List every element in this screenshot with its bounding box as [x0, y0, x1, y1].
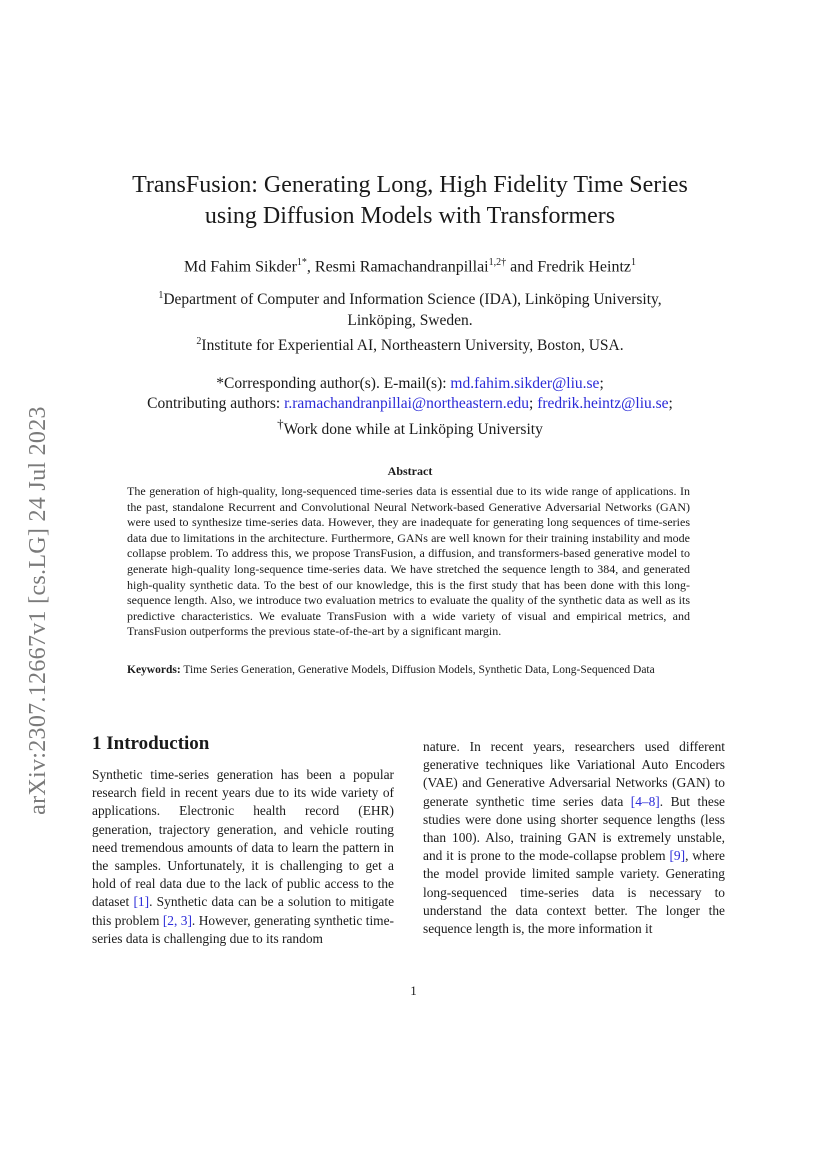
citation-link[interactable]: [4–8]: [630, 793, 660, 809]
citation-link[interactable]: [9]: [669, 848, 686, 864]
affiliation-2: [100, 331, 720, 356]
abstract-text: The generation of high-quality, long-sequenced time-series data is essential due to its wide range of applications. In the past, standalone Recurrent and Convolutional Neural Network-based Generative Adversarial Networks (GAN) were used to synthesize time-series data. However, they are inadequate for generating long sequences of time-series data due to limitations in the architecture. Furthermore, GANs are well known for their training instability and mode collapse problem. To address this, we propose TransFusion, a diffusion, and transformers-based generative model to generate high-quality long-sequence time-series data. We have stretched the sequence length to 384, and generated high-quality synthetic data. To the best of our knowledge, this is the first study that has been done with this long-sequence length. Also, we introduce two evaluation metrics to evaluate the quality of the synthetic data as well as its predictive characteristics. We evaluate TransFusion with a wide variety of visual and empirical metrics, and TransFusion outperforms the previous state-of-the-art by a significant margin.: [127, 484, 690, 639]
body-text: nature. In recent years, researchers used different generative techniques like Variational Auto Encoders (VAE) and Generative Adversarial Networks (GAN) to generate synthetic time series data: [423, 739, 725, 809]
body-text: , where the model provide limited sample variety. Generating long-sequenced time-series data is necessary to understand the data context better. The longer the sequence length is, the more information it: [423, 848, 725, 937]
affiliation-1: [100, 285, 720, 310]
abstract-heading: Abstract: [387, 464, 433, 478]
body-text: . But these studies were done using shorter sequence lengths (less than 100). Also, training GAN is extremely unstable, and it is prone to the mode-collapse problem: [423, 793, 725, 864]
author-sup: 1*: [296, 257, 307, 268]
author-sup: 1,2†: [488, 257, 507, 268]
introduction-right-column: [423, 738, 725, 938]
corresponding-label: *Corresponding author(s). E-mail(s):: [216, 375, 451, 392]
arxiv-side-stamp: [18, 375, 58, 845]
dagger-note: Work done while at Linköping University: [283, 421, 543, 439]
footnote-dagger-line: [90, 414, 730, 440]
body-text: . However, generating synthetic time-series data is challenging due to its random: [92, 912, 394, 946]
introduction-heading: 1 Introduction: [92, 733, 210, 754]
corresponding-email-link[interactable]: md.fahim.sikder@liu.se: [450, 375, 600, 392]
affiliation-sup: 1: [158, 290, 164, 301]
affiliation-text: Department of Computer and Information Science (IDA), Linköping University,: [163, 291, 662, 309]
affiliations: [100, 285, 720, 356]
contributing-email-link-1[interactable]: r.ramachandranpillai@northeastern.edu: [284, 395, 530, 412]
title-line-1: TransFusion: Generating Long, High Fidelity Time Series: [132, 172, 688, 198]
paper-title: [100, 170, 720, 232]
author-separator: and: [506, 258, 538, 276]
author-name: Md Fahim Sikder: [184, 258, 297, 276]
affiliation-sup: 2: [196, 336, 202, 348]
affiliation-text: Institute for Experiential AI, Northeastern University, Boston, USA.: [201, 337, 624, 355]
keywords-label: Keywords:: [127, 664, 181, 676]
dagger-mark: †: [277, 416, 284, 431]
author-list: [100, 257, 720, 276]
author-name: Fredrik Heintz: [537, 258, 631, 276]
contributing-email-link-2[interactable]: fredrik.heintz@liu.se: [537, 395, 669, 412]
title-line-2: using Diffusion Models with Transformers: [204, 203, 616, 229]
keywords: [127, 663, 690, 677]
body-text: Synthetic time-series generation has been a popular research field in recent years due to its wide variety of applications. Electronic health record (EHR) generation, trajectory generation, and vehicle routing need tremendous amounts of data to learn the pattern in the samples. Unfortunately, it is challenging to get a hold of real data due to the lack of public access to the dataset: [92, 767, 394, 910]
affiliation-1-cont: Linköping, Sweden.: [347, 312, 473, 330]
punctuation: ;: [668, 395, 673, 412]
arxiv-id[interactable]: arXiv:2307.12667v1 [cs.LG] 24 Jul 2023: [24, 405, 51, 815]
author-name: Resmi Ramachandranpillai: [314, 258, 489, 276]
author-separator: ,: [306, 258, 315, 276]
punctuation: ;: [529, 395, 538, 412]
punctuation: ;: [599, 375, 604, 392]
contact-info: [90, 374, 730, 440]
corresponding-author-line: [90, 374, 730, 394]
citation-link[interactable]: [2, 3]: [162, 912, 192, 928]
introduction-left-column: [92, 766, 394, 948]
citation-link[interactable]: [1]: [133, 894, 150, 910]
body-text: . Synthetic data can be a solution to mitigate this problem: [92, 894, 395, 928]
contributing-authors-line: [90, 394, 730, 414]
page-number: 1: [410, 983, 417, 998]
keywords-text: Time Series Generation, Generative Models, Diffusion Models, Synthetic Data, Long-Sequenced Data: [180, 664, 655, 676]
author-sup: 1: [630, 257, 636, 268]
contributing-label: Contributing authors:: [147, 395, 285, 412]
